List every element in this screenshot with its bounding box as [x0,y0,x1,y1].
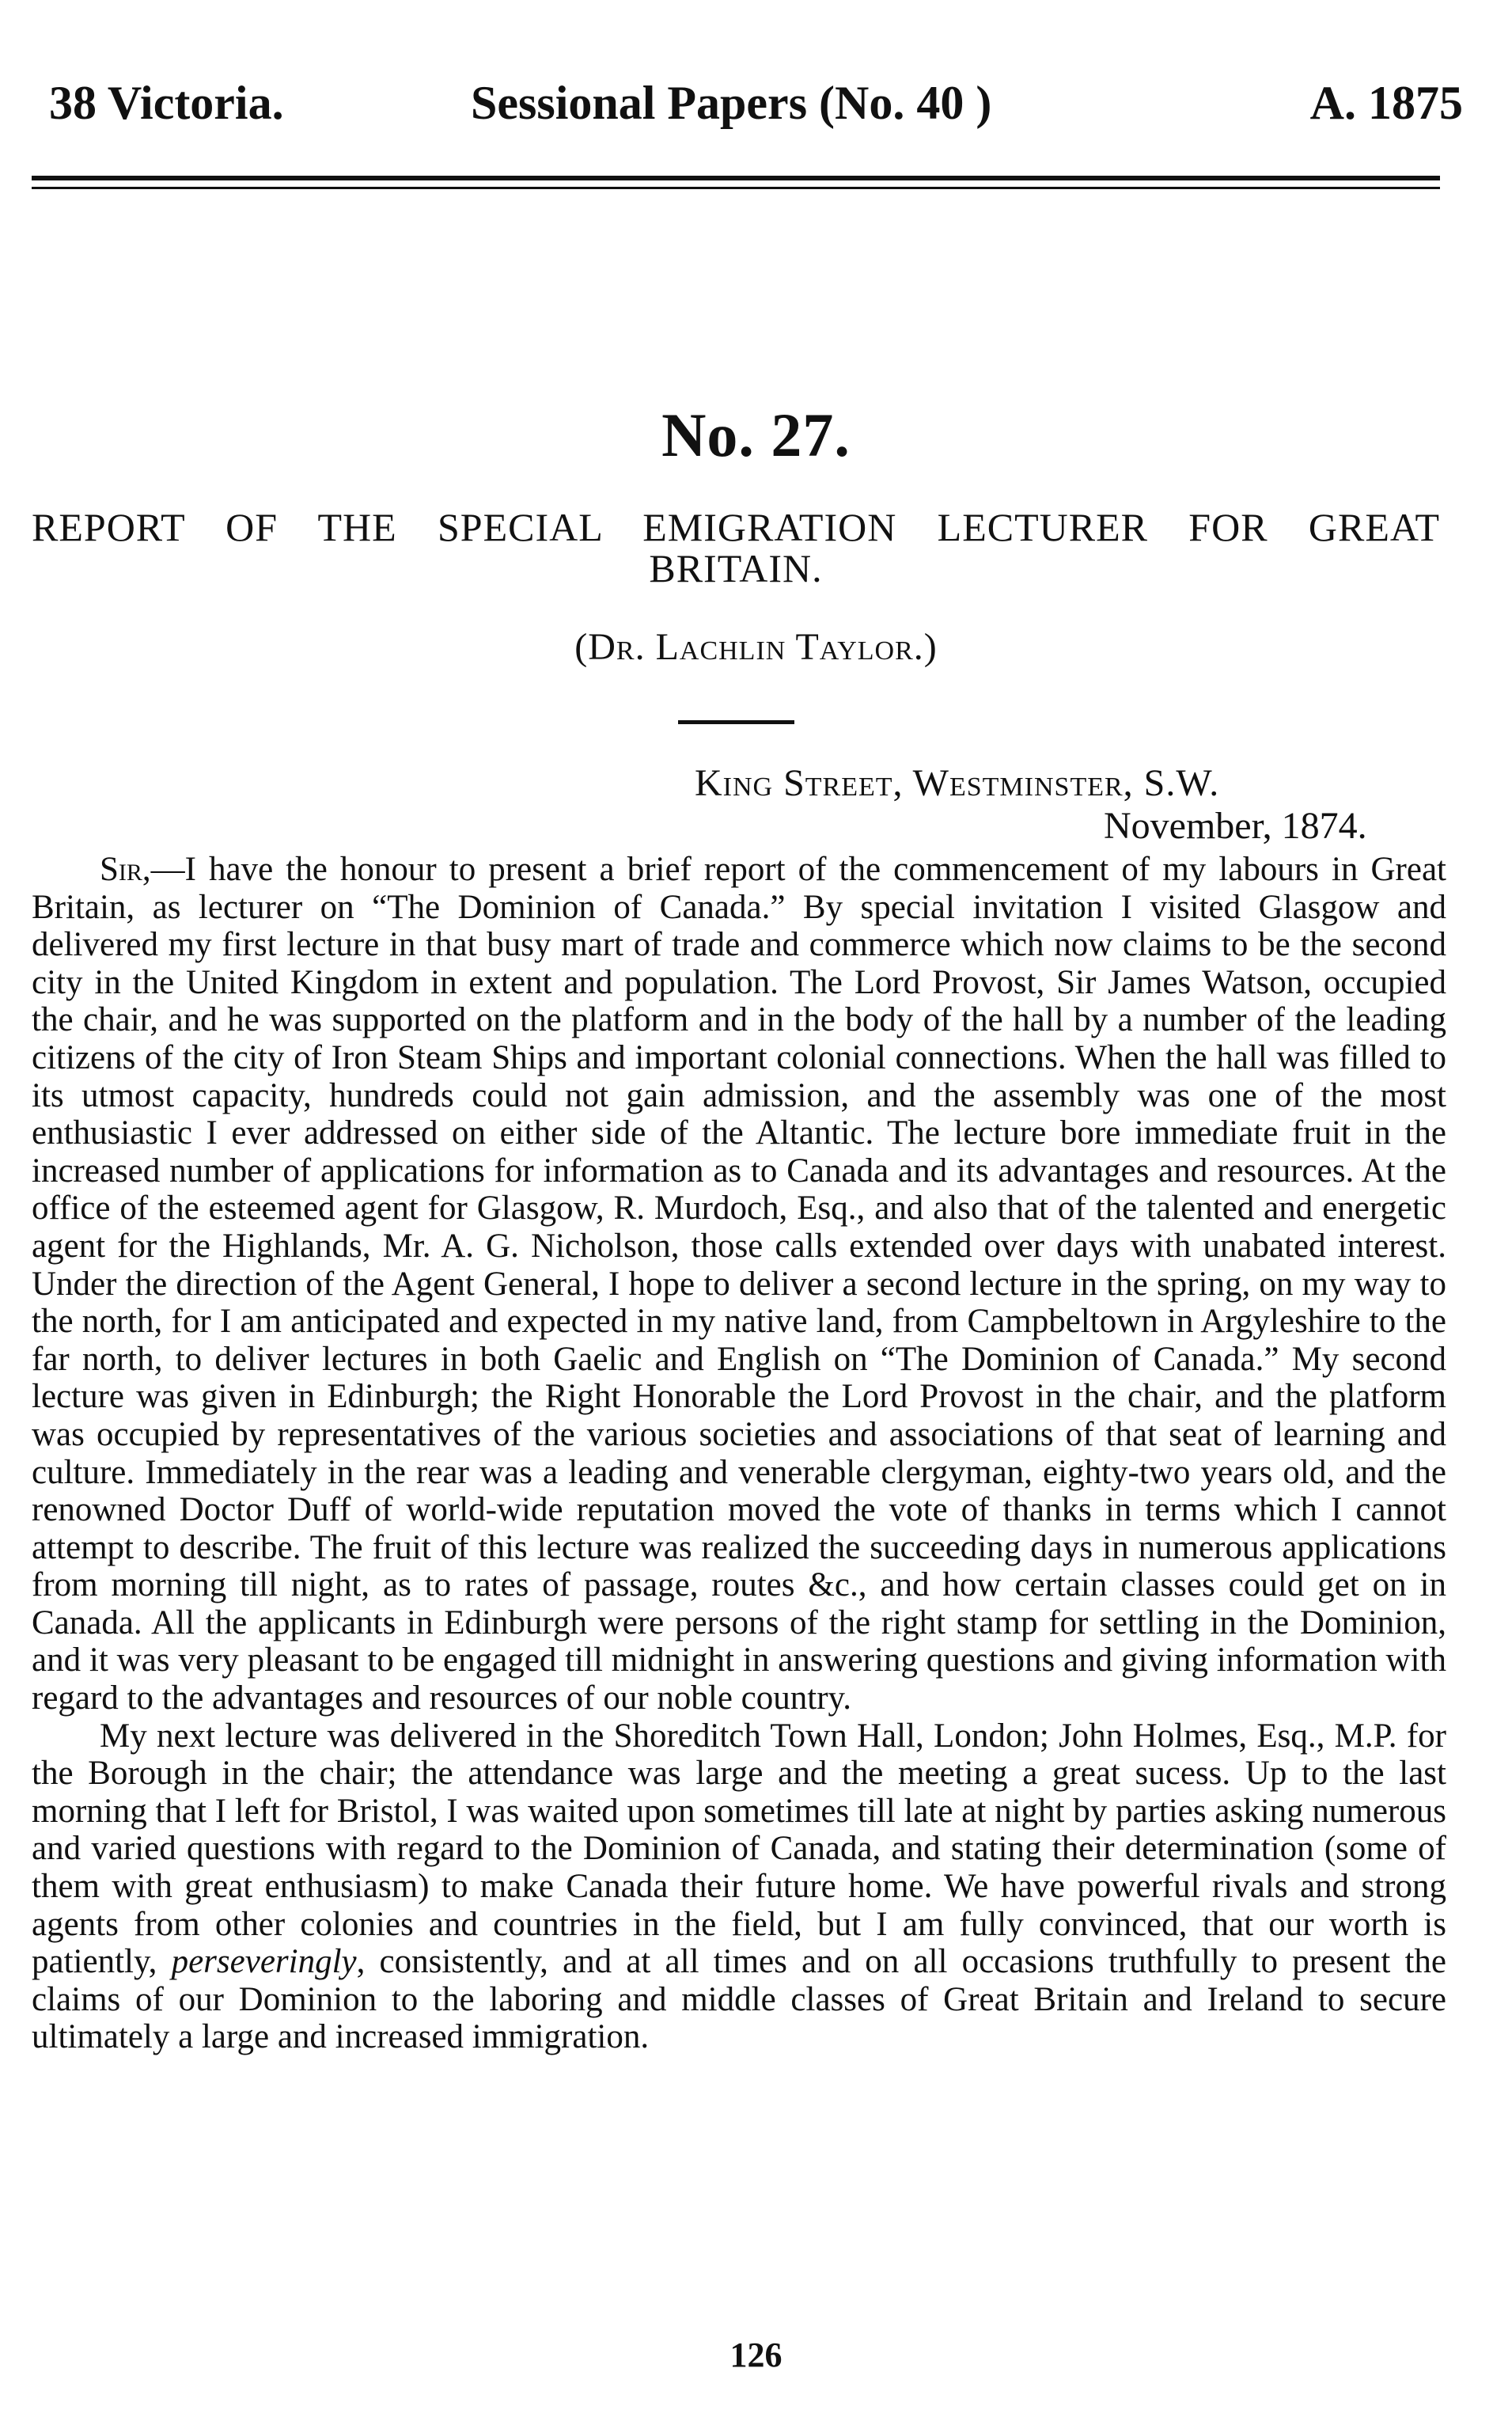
running-head-session: 38 Victoria. [49,77,284,129]
document-number: No. 27. [661,400,851,469]
running-head-sessional-papers: Sessional Papers (No. 40 ) [471,77,992,129]
header-rule-thick [32,176,1440,180]
paragraph-2 [32,1717,1446,2056]
document-title-line-2: BRITAIN. [649,546,823,590]
running-head-year: A. 1875 [1309,77,1463,129]
emphasized-word: perseveringly [171,1943,357,1981]
paragraph-1-text: —I have the honour to present a brief report of the commencement of my labours in Great Britain, as lecturer on “The Dominion of Canada.” By special invitation I visited Glasgow and delivered my first lecture in that busy mart of trade and commerce which now claims to be the second city in the United Kingdom in extent and population. The Lord Provost, Sir James Watson, occupied the chair, and he was supported on the platform and in the body of the hall by a number of the leading citizens of the city of Iron Steam Ships and important colonial connections. When the hall was filled to its utmost capacity, hundreds could not gain admission, and the assembly was one of the most enthusiastic I ever addressed on either side of the Altantic. The lecture bore immediate fruit in the increased number of applications for information as to Canada and its advantages and resources. At the office of the esteemed agent for Glasgow, R. Murdoch, Esq., and also that of the talented and energetic agent for the Highlands, Mr. A. G. Nicholson, those calls extended over days with unabated interest. Under the direction of the Agent General, I hope to deliver a second lecture in the spring, on my way to the north, for I am anticipated and expected in my native land, from Campbeltown in Argyleshire to the far north, to deliver lectures in both Gaelic and English on “The Dominion of Canada.” My second lecture was given in Edinburgh; the Right Honorable the Lord Provost in the chair, and the platform was occupied by representatives of the various societies and associations of that seat of learning and culture. Immediately in the rear was a leading and venerable clergyman, eighty-two years old, and the renowned Doctor Duff of world-wide reputation moved the vote of thanks in terms which I cannot attempt to describe. The fruit of this lecture was realized the succeeding days in numerous applications from morning till night, as to rates of passage, routes &c., and how certain classes could get on in Canada. All the applicants in Edinburgh were persons of the right stamp for settling in the Dominion, and it was very pleasant to be engaged till midnight in answering questions and giving information with regard to the advantages and resources of our noble country. [32,851,1446,1717]
document-author: (Dr. Lachlin Taylor.) [574,626,938,668]
paragraph-2-text-start: My next lecture was delivered in the Shoreditch Town Hall, London; John Holmes, Esq., M.P. for the Borough in the chair; the attendance was large and the meeting a great sucess. Up to the last morning that I left for Bristol, I was waited upon sometimes till late at night by parties asking numerous and varied questions with regard to the Dominion of Canada, and stating their determination (some of them with great enthusiasm) to make Canada their future home. We have powerful rivals and strong agents from other colonies and countries in the field, but I am fully convinced, that our worth is patiently, [32,1717,1446,1981]
section-divider [678,720,794,724]
letter-body [32,851,1446,2056]
page-number: 126 [729,2336,783,2374]
letter-date: November, 1874. [1104,805,1367,847]
salutation: Sir, [100,851,151,888]
document-title [32,507,1440,589]
paragraph-2-text-end: , consistently, and at all times and on all occasions truthfully to present the claims of our Dominion to the laboring and middle classes of Great Britain and Ireland to secure ultimately a large and increased immigration. [32,1943,1447,2056]
paragraph-1 [32,851,1446,1717]
letter-address: King Street, Westminster, S.W. [695,762,1220,804]
document-title-line-1: REPORT OF THE SPECIAL EMIGRATION LECTURER FOR GREAT [32,505,1440,549]
running-head [32,71,1480,135]
header-rule-thin [32,187,1440,189]
